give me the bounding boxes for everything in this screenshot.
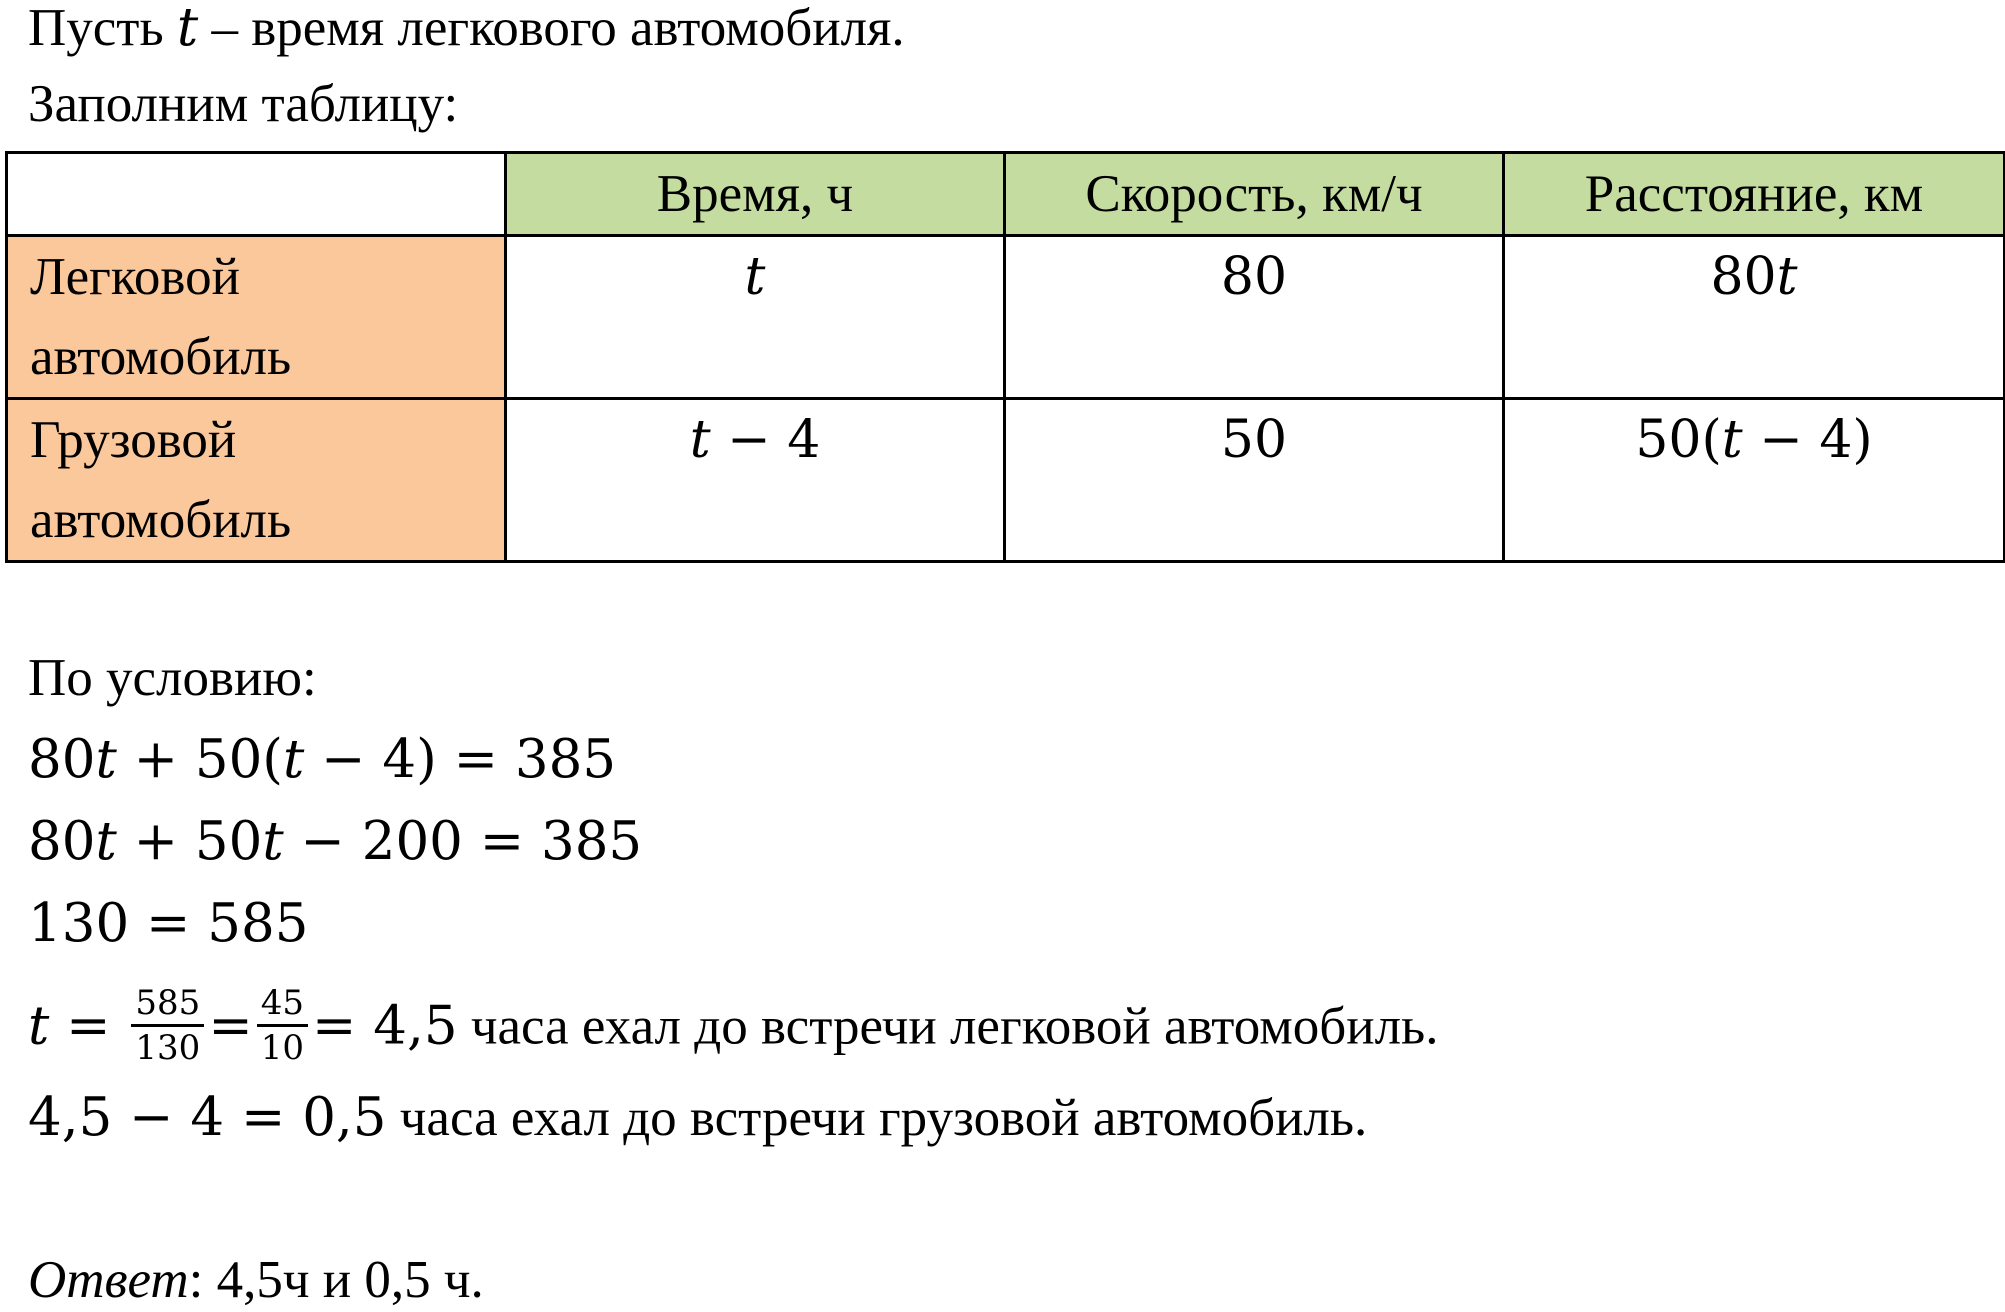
- cell-distance-var: t: [1721, 410, 1743, 470]
- answer-line: [28, 1248, 484, 1312]
- eq4-equals: =: [49, 995, 128, 1057]
- cell-distance: [1504, 236, 2005, 399]
- eq1-var-1: t: [95, 729, 117, 790]
- fraction-numerator: 45: [257, 984, 308, 1027]
- eq1-b: + 50(: [116, 729, 283, 790]
- table-header-distance: Расстояние, км: [1504, 153, 2005, 236]
- eq2-a: 80: [28, 811, 96, 872]
- answer-label: Ответ: [28, 1251, 189, 1309]
- condition-label: По условию:: [28, 649, 317, 707]
- eq5-text: часа ехал до встречи грузовой автомобиль.: [386, 1089, 1368, 1147]
- row-label-line: автомобиль: [30, 491, 292, 549]
- cell-distance: [1504, 399, 2005, 562]
- cell-distance-num: 80: [1710, 247, 1777, 307]
- cell-time: [506, 399, 1005, 562]
- intro-line-2: Заполним таблицу:: [28, 75, 459, 133]
- row-label-line: Грузовой: [30, 411, 237, 469]
- eq4-equals-2: =: [208, 995, 253, 1057]
- table-header-time: Время, ч: [506, 153, 1005, 236]
- intro-line-1: [28, 0, 905, 60]
- fraction-numerator: 585: [131, 984, 204, 1027]
- fraction-585-130: [131, 984, 204, 1067]
- table-header-speed: Скорость, км/ч: [1005, 153, 1504, 236]
- cell-distance-var: t: [1776, 247, 1798, 307]
- eq3-a: 130: [28, 893, 130, 954]
- table-row: [7, 236, 2005, 399]
- intro-variable: t: [176, 0, 199, 58]
- equation-5: [28, 1086, 1367, 1150]
- eq3-b: = 585: [129, 893, 309, 954]
- fraction-denominator: 10: [260, 1028, 305, 1068]
- row-label-line: Легковой: [30, 248, 240, 306]
- data-table: [5, 151, 2005, 563]
- eq4-result: = 4,5: [312, 995, 458, 1057]
- eq1-c: − 4) = 385: [304, 729, 617, 790]
- cell-time: [506, 236, 1005, 399]
- table-header-empty: [7, 153, 506, 236]
- eq4-text: часа ехал до встречи легковой автомобиль.: [457, 997, 1439, 1056]
- eq2-var-1: t: [95, 811, 117, 872]
- eq4-var: t: [28, 995, 50, 1057]
- cell-distance-rest: − 4): [1742, 410, 1873, 470]
- cell-speed: 50: [1005, 399, 1504, 562]
- eq1-var-2: t: [283, 729, 305, 790]
- eq5-math: 4,5 − 4 = 0,5: [28, 1087, 387, 1148]
- row-label-line: автомобиль: [30, 328, 292, 386]
- equation-4: [28, 983, 1439, 1073]
- eq2-c: − 200 = 385: [283, 811, 643, 872]
- fraction-denominator: 130: [135, 1028, 201, 1068]
- intro-text-start: Пусть: [28, 0, 177, 57]
- eq2-var-2: t: [262, 811, 284, 872]
- equation-1: [28, 728, 616, 792]
- cell-distance-num: 50(: [1635, 410, 1722, 470]
- eq2-b: + 50: [116, 811, 263, 872]
- row-label-truck: [7, 399, 506, 562]
- cell-time-var: t: [744, 247, 766, 307]
- cell-speed: 80: [1005, 236, 1504, 399]
- cell-time-var: t: [689, 410, 711, 470]
- table-header-row: [7, 153, 2005, 236]
- fraction-45-10: [257, 984, 308, 1067]
- equation-3: [28, 892, 308, 956]
- table-row: [7, 399, 2005, 562]
- equation-2: [28, 810, 642, 874]
- answer-text: : 4,5ч и 0,5 ч.: [188, 1251, 484, 1309]
- intro-text-end: – время легкового автомобиля.: [198, 0, 905, 57]
- row-label-car: [7, 236, 506, 399]
- eq1-a: 80: [28, 729, 96, 790]
- cell-time-rest: − 4: [710, 410, 821, 470]
